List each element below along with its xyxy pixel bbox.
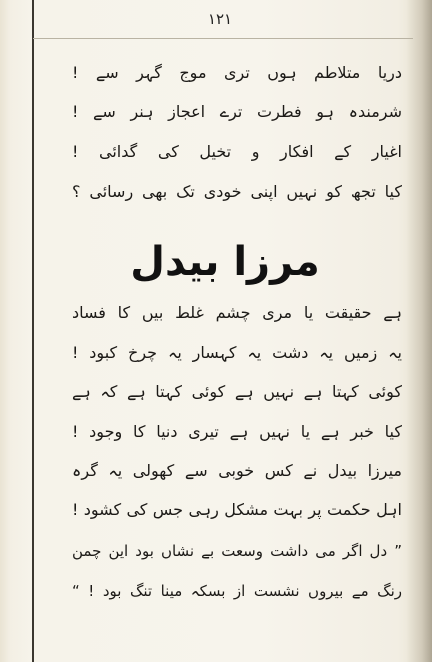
verse-line-3: اغیار کے افکار و تخیل کی گدائی ! [72,142,402,161]
verse-line-1: دریا متلاطم ہوں تری موج گہر سے ! [72,63,402,82]
verse-line-7: کوئی کہتا ہے نہیں ہے کوئی کہتا ہے کہ ہے [72,382,402,401]
verse-line-8: کیا خبر ہے یا نہیں ہے تیری دنیا کا وجود ! [72,422,402,441]
quote-line-1: ” دل اگر می داشت وسعت بے نشاں بود این چمن [72,542,402,560]
verse-line-6: یہ زمیں یہ دشت یہ کہسار یہ چرخ کبود ! [72,343,402,362]
verse-line-2: شرمندہ ہو فطرت ترے اعجاز ہنر سے ! [72,102,402,121]
poem-heading: مرزا بیدل [130,239,320,285]
page-number: ۱۲۱ [207,10,233,28]
verse-line-9: میرزا بیدل نے کس خوبی سے کھولی یہ گرہ [72,461,402,480]
header-rule [33,38,413,39]
quote-line-2: رنگ مے بیروں نشست از بسکہ مینا تنگ بود ! “ [72,582,402,600]
verse-line-4: کیا تجھ کو نہیں اپنی خودی تک بھی رسائی ؟ [72,182,402,201]
verse-line-5: ہے حقیقت یا مری چشم غلط بیں کا فساد [72,303,402,322]
page-edge-shadow [406,0,432,662]
margin-rule [32,0,34,662]
verse-line-10: اہل حکمت پر بہت مشکل رہی جس کی کشود ! [72,500,402,519]
